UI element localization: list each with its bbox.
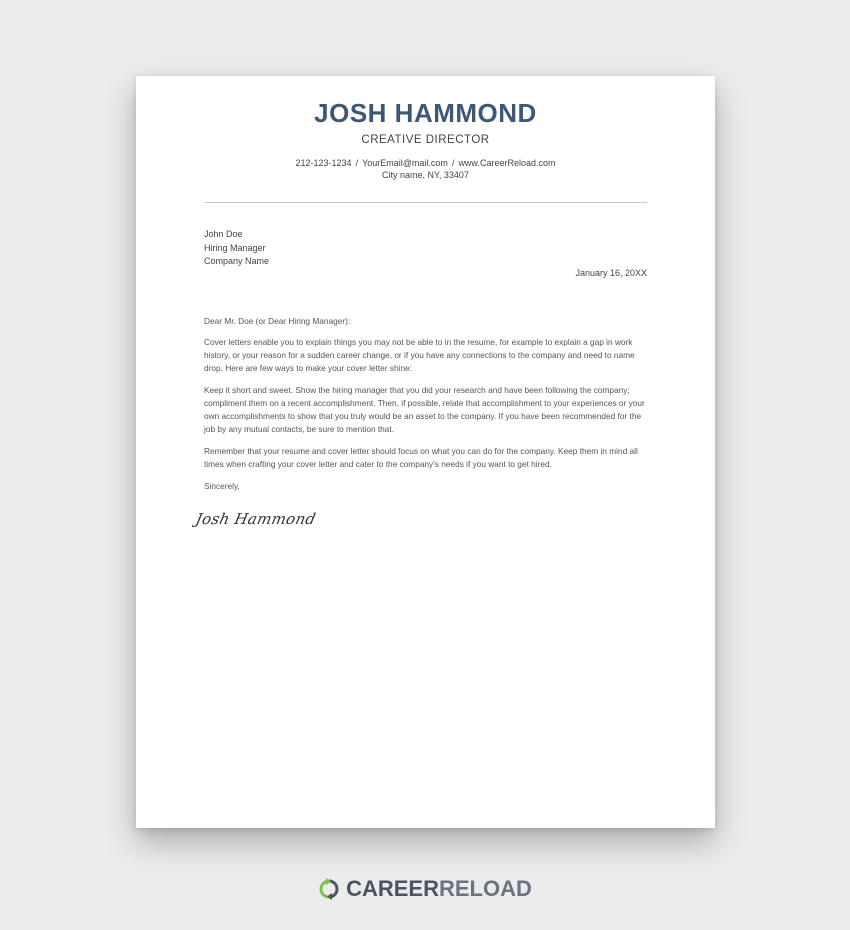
letter-paragraph: Remember that your resume and cover letter should focus on what you can do for the company. Keep them in mind all times when crafting your cover letter and cater to the company's needs if you want to get hired. <box>204 446 638 469</box>
brand-name-part1: CAREER <box>346 876 439 901</box>
recipient-company: Company Name <box>204 256 270 266</box>
letter-greeting: Dear Mr. Doe (or Dear Hiring Manager): <box>204 316 351 326</box>
brand-name <box>346 876 532 902</box>
brand-logo <box>0 876 850 902</box>
letter-body <box>204 315 647 502</box>
contact-separator: / <box>451 158 455 168</box>
letter-paragraph: Keep it short and sweet. Show the hiring manager that you did your research and have been following the company; compliment them on a recent accomplishment. Then, if possible, relate that accomplishment to your experiences or your own accomplishments to show that you truly would be an asset to the company. If you have been recommended for the job by any mutual contacts, be sure to mention that. <box>204 385 645 434</box>
recipient-name: John Doe <box>204 229 243 239</box>
letter-closing: Sincerely, <box>204 481 240 491</box>
recipient-title: Hiring Manager <box>204 242 266 253</box>
applicant-address: City name, NY, 33407 <box>382 170 469 180</box>
recipient-block <box>204 228 269 269</box>
letter-paragraph: Cover letters enable you to explain things you may not be able to in the resume, for example to explain a gap in work history, or your reason for a sudden career change, or if you have any connections to the company and need to name drop. Here are few ways to make your cover letter shine: <box>204 337 635 373</box>
email-address: YourEmail@mail.com <box>362 158 448 168</box>
brand-name-part2: RELOAD <box>439 876 532 901</box>
refresh-logo-icon <box>318 878 340 900</box>
letter-date: January 16, 20XX <box>575 268 647 278</box>
contact-separator: / <box>355 158 359 168</box>
cover-letter-page <box>136 76 715 828</box>
website: www.CareerReload.com <box>458 158 556 168</box>
contact-line <box>136 158 715 168</box>
applicant-name: JOSH HAMMOND <box>314 98 537 128</box>
handwritten-signature: Josh Hammond <box>194 510 318 528</box>
applicant-role: CREATIVE DIRECTOR <box>361 134 490 146</box>
header-divider <box>204 202 647 203</box>
phone-number: 212-123-1234 <box>295 158 352 168</box>
